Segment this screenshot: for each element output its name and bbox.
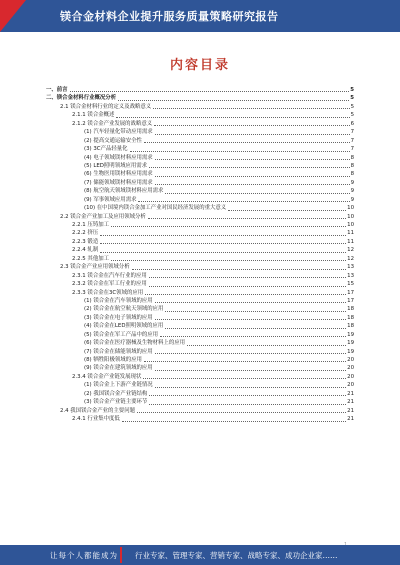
toc-leader-dots	[149, 162, 350, 168]
toc-leader-dots	[155, 364, 346, 370]
toc-leader-dots	[111, 255, 346, 261]
toc-entry-text: (8) 航空航天领域镁材料应用需求	[84, 188, 164, 195]
toc-entry-page: 7	[350, 137, 354, 144]
toc-entry-page: 18	[347, 306, 354, 313]
toc-leader-dots	[118, 94, 349, 100]
toc-entry-text: 2.3.4 镁合金产业链发展现状	[72, 373, 142, 380]
toc-entry-text: 2.2.3 锻造	[72, 238, 99, 245]
toc-entry-text: (7) 储能领域镁材料应用需求	[84, 179, 153, 186]
toc-leader-dots	[148, 213, 346, 219]
toc-leader-dots	[111, 221, 346, 227]
toc-entry[interactable]	[46, 297, 354, 305]
toc-entry-page: 9	[350, 179, 354, 186]
toc-entry[interactable]	[46, 322, 354, 330]
toc-entry-text: (8) 牺牲阳极领域的应用	[84, 357, 142, 363]
toc-entry[interactable]	[46, 305, 354, 313]
toc-entry[interactable]	[46, 272, 354, 280]
toc-entry-page: 7	[350, 129, 354, 136]
toc-leader-dots	[70, 86, 350, 92]
toc-leader-dots	[145, 289, 346, 295]
toc-entry-text: (2) 镁合金在航空航天领域的应用	[84, 306, 164, 313]
toc-entry-text: (6) 生物医用镁材料应用需求	[84, 171, 153, 178]
toc-entry-page: 20	[347, 357, 354, 363]
toc-entry[interactable]	[46, 120, 354, 128]
toc-entry[interactable]	[46, 229, 354, 237]
page-footer	[0, 545, 400, 565]
toc-entry[interactable]	[46, 179, 354, 187]
toc-entry[interactable]	[46, 398, 354, 406]
toc-entry-text: (5) 镁合金在军工产品中的应用	[84, 331, 159, 338]
toc-entry-text: (2) 提高交通运输安全性	[84, 137, 142, 144]
toc-entry[interactable]	[46, 415, 354, 423]
toc-entry[interactable]	[46, 86, 354, 94]
toc-entry-text: 2.3 镁合金产业应用领域分析	[60, 264, 130, 271]
toc-entry-page: 8	[350, 162, 354, 169]
footer-slogan-right: 行业专家、管理专家、营销专家、战略专家、成功企业家……	[135, 551, 338, 560]
toc-leader-dots	[155, 179, 350, 185]
toc-entry[interactable]	[46, 331, 354, 339]
toc-entry-page: 19	[347, 340, 354, 347]
toc-entry[interactable]	[46, 381, 354, 389]
toc-leader-dots	[155, 154, 350, 160]
toc-entry-text: (5) LED照明领域应用需求	[84, 162, 148, 169]
toc-entry-page: 18	[347, 323, 354, 330]
toc-entry[interactable]	[46, 94, 354, 102]
toc-entry-page: 19	[347, 331, 354, 338]
toc-leader-dots	[165, 305, 346, 311]
toc-entry-page: 12	[347, 255, 354, 262]
toc-entry-text: 2.2.5 其他加工	[72, 255, 109, 262]
toc-entry-text: (6) 镁合金在医疗器械及生物材料上的应用	[84, 340, 185, 347]
toc-entry-text: (9) 军事领域应用需求	[84, 196, 137, 203]
toc-entry-text: 一、前言	[46, 87, 68, 93]
toc-entry[interactable]	[46, 196, 354, 204]
toc-leader-dots	[137, 407, 346, 413]
toc-entry-text: 2.2.1 压铸加工	[72, 222, 109, 228]
toc-entry-page: 10	[347, 213, 354, 220]
toc-leader-dots	[132, 263, 347, 269]
toc-entry-text: 2.1.1 镁合金概述	[72, 112, 115, 119]
toc-leader-dots	[155, 314, 346, 320]
toc-entry-page: 8	[350, 171, 354, 178]
toc-leader-dots	[160, 331, 346, 337]
toc-entry[interactable]	[46, 187, 354, 195]
toc-leader-dots	[155, 297, 346, 303]
toc-entry-text: (1) 镁合金上下游产业链情况	[84, 382, 153, 389]
toc-entry-page: 20	[347, 373, 354, 380]
toc-entry-text: (1) 镁合金在汽车领域的应用	[84, 297, 153, 304]
toc-entry[interactable]	[46, 204, 354, 212]
toc-leader-dots	[165, 187, 349, 193]
toc-leader-dots	[130, 145, 350, 151]
toc-entry-page: 12	[347, 247, 354, 254]
toc-entry[interactable]	[46, 238, 354, 246]
toc-entry-text: (4) 镁合金在LED照明领域的应用	[84, 323, 164, 330]
toc-entry[interactable]	[46, 390, 354, 398]
header-accent	[0, 0, 26, 32]
toc-entry-text: (2) 我国镁合金产业链结构	[84, 390, 148, 397]
toc-entry-page: 5	[350, 95, 354, 102]
toc-entry-page: 5	[350, 103, 354, 110]
toc-entry-text: (10) 在中国境内镁合金加工产业对国民经济发展的重大意义	[84, 205, 227, 212]
toc-entry[interactable]	[46, 154, 354, 162]
toc-entry-page: 9	[350, 188, 354, 195]
toc-entry[interactable]	[46, 213, 354, 221]
toc-entry-page: 19	[347, 348, 354, 355]
toc-entry[interactable]	[46, 314, 354, 322]
toc-leader-dots	[100, 238, 346, 244]
toc-leader-dots	[149, 280, 346, 286]
toc-entry[interactable]	[46, 348, 354, 356]
toc-entry-text: 2.3.3 镁合金在3C领域的应用	[72, 289, 144, 296]
toc-entry-text: 2.1 镁合金材料行业的定义及战略意义	[60, 103, 152, 110]
toc-leader-dots	[187, 339, 346, 345]
toc-leader-dots	[155, 348, 346, 354]
toc-entry-page: 9	[350, 196, 354, 203]
toc-leader-dots	[122, 415, 346, 421]
toc-entry[interactable]	[46, 364, 354, 372]
toc-entry-text: 2.2.4 轧制	[72, 247, 99, 254]
toc-entry-page: 17	[347, 289, 354, 296]
toc-entry-text: 2.1.2 镁合金产业发展的战略意义	[72, 120, 153, 127]
toc-entry-text: (4) 电子领域镁材料应用需求	[84, 154, 153, 161]
toc-entry-page: 6	[350, 120, 354, 127]
toc-entry[interactable]	[46, 356, 354, 364]
toc-leader-dots	[144, 356, 346, 362]
toc-entry[interactable]	[46, 137, 354, 145]
toc-entry-page: 10	[347, 222, 354, 228]
toc-leader-dots	[155, 170, 350, 176]
toc-entry-page: 21	[347, 390, 354, 397]
toc-entry-page: 21	[347, 416, 354, 423]
toc-entry-page: 21	[347, 399, 354, 406]
toc-entry-page: 13	[347, 264, 354, 271]
toc-entry[interactable]	[46, 103, 354, 111]
toc-entry-text: 二、镁合金材料行业概况分析	[46, 95, 117, 102]
footer-divider	[120, 547, 122, 563]
toc-entry-page: 15	[347, 281, 354, 288]
toc-entry-text: 2.3.1 镁合金在汽车行业的应用	[72, 272, 147, 279]
toc-leader-dots	[138, 196, 349, 202]
toc-entry-text: 2.4 我国镁合金产业的主要问题	[60, 407, 135, 414]
toc-entry[interactable]	[46, 246, 354, 254]
report-title: 镁合金材料企业提升服务质量策略研究报告	[60, 10, 279, 23]
toc-leader-dots	[154, 120, 349, 126]
toc-entry-text: (1) 汽车轻量化带动应用需求	[84, 129, 153, 136]
toc-entry-page: 10	[347, 205, 354, 212]
toc-entry[interactable]	[46, 111, 354, 119]
toc-entry-page: 13	[347, 272, 354, 279]
toc-entry-page: 20	[347, 382, 354, 389]
toc-leader-dots	[149, 390, 346, 396]
toc-entry-text: 2.3.2 镁合金在军工行业的应用	[72, 281, 147, 288]
toc-heading: 内容目录	[169, 58, 230, 73]
toc-leader-dots	[155, 128, 350, 134]
toc-entry[interactable]	[46, 221, 354, 229]
toc-entry[interactable]	[46, 289, 354, 297]
toc-entry-page: 11	[347, 238, 354, 245]
toc-entry-page: 5	[350, 87, 354, 93]
toc-leader-dots	[149, 398, 346, 404]
toc-entry[interactable]	[46, 263, 354, 271]
toc-entry-page: 7	[350, 146, 354, 153]
toc-entry[interactable]	[46, 407, 354, 415]
toc-leader-dots	[100, 246, 346, 252]
toc-entry-page: 11	[347, 230, 354, 237]
page-header	[0, 0, 400, 32]
footer-slogan-left: 让每个人都能成为	[50, 551, 118, 560]
toc-entry-page: 20	[347, 365, 354, 372]
toc-entry-text: (3) 镁合金产业链主要环节	[84, 399, 148, 406]
toc-leader-dots	[100, 229, 346, 235]
toc-leader-dots	[155, 381, 346, 387]
toc-entry[interactable]	[46, 128, 354, 136]
toc-leader-dots	[165, 322, 346, 328]
toc-entry[interactable]	[46, 339, 354, 347]
table-of-contents	[46, 86, 354, 424]
toc-entry-text: 2.2.2 挤压	[72, 230, 99, 237]
toc-leader-dots	[228, 204, 346, 210]
toc-entry-text: (3) 镁合金在电子领域的应用	[84, 314, 153, 321]
toc-entry[interactable]	[46, 170, 354, 178]
toc-entry-text: (3) 3C产品轻量化	[84, 146, 128, 153]
toc-entry-page: 21	[347, 407, 354, 414]
toc-leader-dots	[153, 103, 349, 109]
toc-entry-text: (9) 镁合金在建筑领域的应用	[84, 365, 153, 372]
toc-entry-text: (7) 镁合金在储能领域的应用	[84, 348, 153, 355]
toc-leader-dots	[144, 137, 350, 143]
toc-entry[interactable]	[46, 162, 354, 170]
toc-entry-page: 17	[347, 297, 354, 304]
toc-leader-dots	[116, 111, 349, 117]
toc-leader-dots	[143, 373, 346, 379]
toc-entry-page: 18	[347, 314, 354, 321]
toc-entry[interactable]	[46, 373, 354, 381]
toc-entry-text: 2.4.1 行业集中度低	[72, 416, 120, 423]
toc-entry[interactable]	[46, 255, 354, 263]
toc-entry-page: 8	[350, 154, 354, 161]
toc-entry[interactable]	[46, 280, 354, 288]
toc-entry[interactable]	[46, 145, 354, 153]
toc-entry-page: 5	[350, 112, 354, 119]
toc-leader-dots	[149, 272, 346, 278]
toc-entry-text: 2.2 镁合金产业加工及应用领域分析	[60, 213, 146, 220]
